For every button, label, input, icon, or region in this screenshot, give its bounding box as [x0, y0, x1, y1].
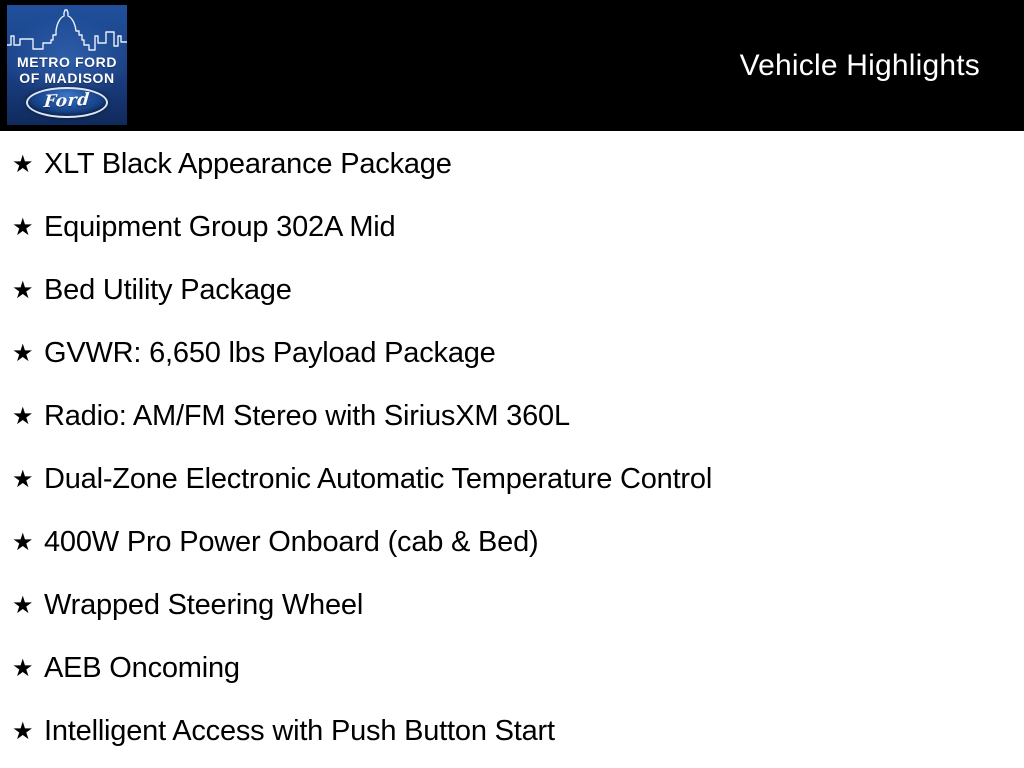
star-bullet-icon: ★ [12, 149, 34, 178]
star-bullet-icon: ★ [12, 338, 34, 367]
star-bullet-icon: ★ [12, 527, 34, 556]
list-item [0, 637, 1024, 700]
list-item-label: Radio: AM/FM Stereo with SiriusXM 360L [44, 400, 570, 432]
star-bullet-icon: ★ [12, 653, 34, 682]
ford-logo-icon [26, 87, 108, 118]
list-item-label: XLT Black Appearance Package [44, 148, 452, 180]
star-bullet-icon: ★ [12, 716, 34, 745]
list-item [0, 574, 1024, 637]
list-item [0, 448, 1024, 511]
list-item [0, 511, 1024, 574]
star-bullet-icon: ★ [12, 401, 34, 430]
dealer-name-line2: OF MADISON [19, 69, 115, 86]
dealer-logo [7, 5, 127, 125]
list-item [0, 322, 1024, 385]
list-item-label: GVWR: 6,650 lbs Payload Package [44, 337, 496, 369]
madison-capitol-skyline-icon [7, 8, 127, 58]
list-item [0, 196, 1024, 259]
list-item [0, 385, 1024, 448]
list-item-label: Wrapped Steering Wheel [44, 589, 364, 621]
list-item-label: Dual-Zone Electronic Automatic Temperature Control [44, 463, 713, 495]
list-item-label: 400W Pro Power Onboard (cab & Bed) [44, 526, 539, 558]
star-bullet-icon: ★ [12, 464, 34, 493]
list-item [0, 259, 1024, 322]
list-item-label: Intelligent Access with Push Button Start [44, 715, 555, 747]
ford-script-text: Ford [43, 89, 91, 113]
list-item [0, 700, 1024, 763]
list-item-label: Equipment Group 302A Mid [44, 211, 396, 243]
dealer-name [7, 55, 127, 86]
page-title: Vehicle Highlights [739, 48, 980, 82]
star-bullet-icon: ★ [12, 590, 34, 619]
star-bullet-icon: ★ [12, 275, 34, 304]
highlights-list [0, 131, 1024, 763]
star-bullet-icon: ★ [12, 212, 34, 241]
header-bar [0, 0, 1024, 131]
dealer-name-line1: METRO FORD [16, 54, 118, 70]
list-item [0, 133, 1024, 196]
list-item-label: AEB Oncoming [44, 652, 240, 684]
list-item-label: Bed Utility Package [44, 274, 292, 306]
